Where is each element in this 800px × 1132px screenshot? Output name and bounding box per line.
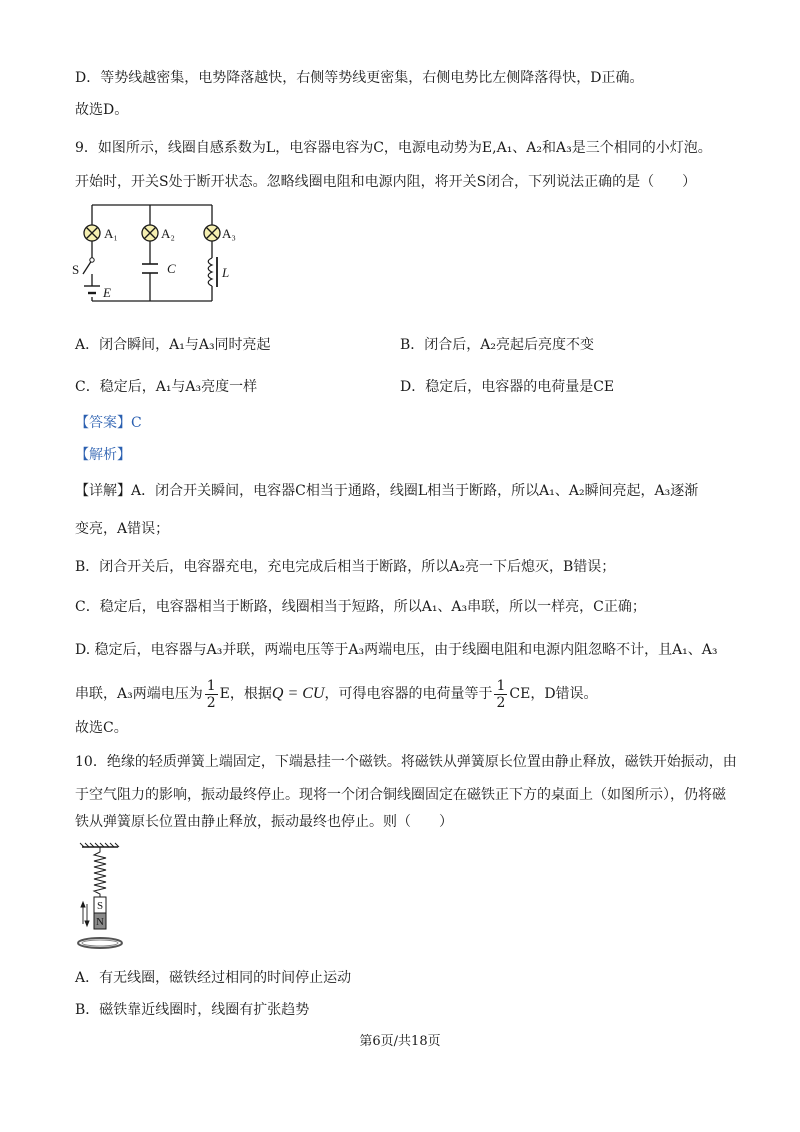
q10-option-b: B．磁铁靠近线圈时，线圈有扩张趋势 bbox=[75, 1002, 310, 1018]
page-footer: 第6页/共18页 bbox=[359, 1034, 441, 1049]
magnet-s-label: S bbox=[96, 900, 104, 912]
formula-q-cu: Q = CU bbox=[271, 685, 325, 702]
motion-arrows-icon bbox=[81, 902, 89, 926]
fraction-one-half bbox=[205, 678, 218, 711]
fraction-denominator-2: 2 bbox=[496, 694, 506, 711]
fraction-numerator-2: 1 bbox=[496, 677, 506, 694]
lamp-a2 bbox=[142, 225, 158, 241]
q10-stem-line3: 铁从弹簧原长位置由静止释放，振动最终也停止。则（ ） bbox=[75, 814, 453, 830]
analysis-label: 【解析】 bbox=[75, 447, 131, 463]
q10-stem-line1: 10．绝缘的轻质弹簧上端固定，下端悬挂一个磁铁。将磁铁从弹簧原长位置由静止释放，磁铁开始振动，由 bbox=[75, 754, 737, 770]
magnet-n-label: N bbox=[96, 916, 104, 928]
q9-stem-line2: 开始时，开关S处于断开状态。忽略线圈电阻和电源内阻，将开关S闭合，下列说法正确的是（ ） bbox=[75, 174, 697, 190]
q9-option-a: A．闭合瞬间，A₁与A₃同时亮起 bbox=[75, 337, 271, 353]
inductor-symbol bbox=[208, 257, 217, 287]
q10-option-a: A．有无线圈，磁铁经过相同的时间停止运动 bbox=[75, 970, 352, 986]
label-source: E bbox=[103, 285, 111, 300]
q9-option-c: C．稳定后，A₁与A₃亮度一样 bbox=[75, 379, 258, 395]
label-switch: S bbox=[72, 262, 80, 277]
detail-d2-prefix: 串联，A₃两端电压为 bbox=[75, 686, 203, 702]
detail-a-line2: 变亮，A错误； bbox=[75, 521, 170, 537]
q9-option-d: D．稳定后，电容器的电荷量是CE bbox=[400, 379, 615, 395]
q9-conclusion: 故选C。 bbox=[75, 720, 128, 736]
label-capacitor: C bbox=[167, 261, 176, 276]
detail-d2-mid2: ，可得电容器的电荷量等于 bbox=[324, 686, 493, 702]
q9-option-b: B．闭合后，A₂亮起后亮度不变 bbox=[400, 337, 595, 353]
q10-stem-line2: 于空气阻力的影响，振动最终停止。现将一个闭合铜线圈固定在磁铁正下方的桌面上（如图所示），仍将磁 bbox=[75, 787, 726, 803]
spring-magnet-diagram bbox=[70, 842, 140, 960]
prev-option-d: D．等势线越密集，电势降落越快，右侧等势线更密集，右侧电势比左侧降落得快，D正确。 bbox=[75, 70, 644, 86]
lamp-a3 bbox=[204, 225, 220, 241]
label-a2: A₂ bbox=[161, 226, 175, 241]
detail-b: B．闭合开关后，电容器充电，充电完成后相当于断路，所以A₂亮一下后熄灭，B错误； bbox=[75, 559, 616, 575]
fraction-one-half-2 bbox=[494, 678, 507, 711]
switch-contact bbox=[90, 258, 94, 262]
label-a1: A₁ bbox=[104, 226, 118, 241]
fraction-numerator: 1 bbox=[206, 677, 216, 694]
detail-a-line1: 【详解】A．闭合开关瞬间，电容器C相当于通路，线圈L相当于断路，所以A₁、A₂瞬间亮起，A₃逐渐 bbox=[75, 483, 699, 499]
prev-conclusion: 故选D。 bbox=[75, 102, 129, 118]
battery-symbol bbox=[84, 286, 100, 293]
detail-d2-suffix: CE，D错误。 bbox=[509, 686, 598, 702]
fraction-denominator: 2 bbox=[206, 694, 216, 711]
circuit-diagram bbox=[70, 198, 240, 318]
detail-d-line1: D. 稳定后，电容器与A₃并联，两端电压等于A₃两端电压，由于线圈电阻和电源内阻忽略不计，且A₁、A₃ bbox=[75, 642, 718, 658]
answer-label: 【答案】C bbox=[75, 415, 142, 431]
detail-d2-mid1: E，根据 bbox=[219, 686, 272, 702]
spring bbox=[94, 847, 106, 897]
label-a3: A₃ bbox=[222, 226, 236, 241]
lamp-a1 bbox=[84, 225, 100, 241]
detail-c: C．稳定后，电容器相当于断路，线圈相当于短路，所以A₁、A₃串联，所以一样亮，C正确； bbox=[75, 599, 646, 615]
label-inductor: L bbox=[222, 265, 230, 280]
q9-stem-line1: 9．如图所示，线圈自感系数为L，电容器电容为C，电源电动势为E,A₁、A₂和A₃是三个相同的小灯泡。 bbox=[75, 140, 712, 156]
capacitor-symbol bbox=[142, 264, 158, 273]
detail-d-line2 bbox=[75, 675, 598, 713]
